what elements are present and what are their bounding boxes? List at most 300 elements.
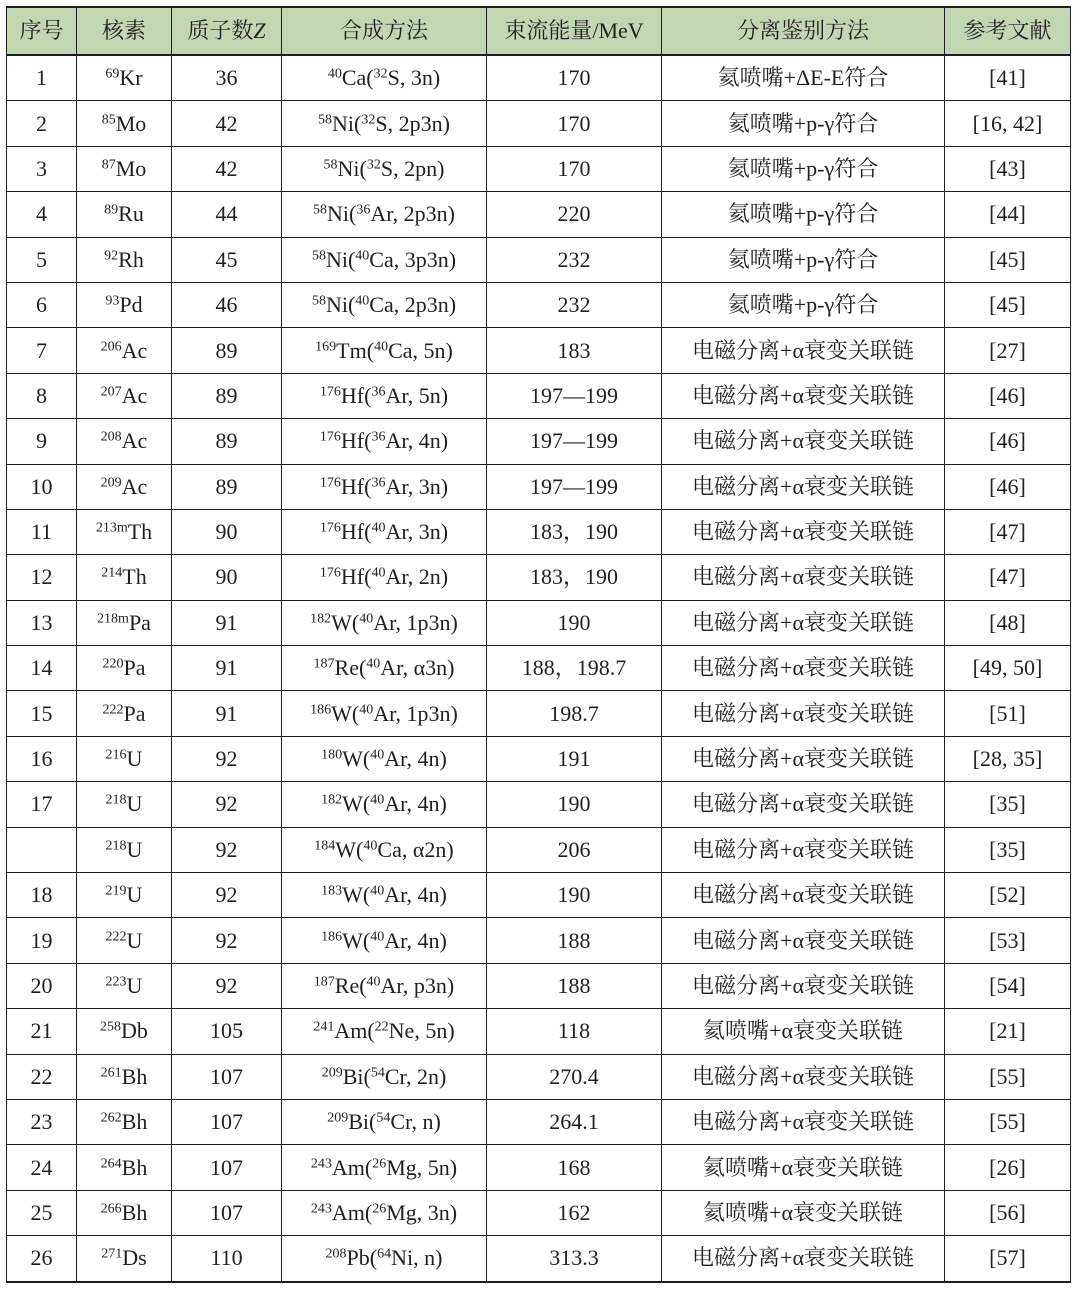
target-element: Re(	[334, 655, 367, 681]
reaction-channel: Ar, 4n)	[384, 791, 447, 817]
cell-index: 10	[7, 464, 77, 509]
cell-proton-number: 110	[172, 1236, 282, 1282]
cell-separation: 电磁分离+α衰变关联链	[662, 646, 945, 691]
cell-method	[282, 373, 487, 418]
nuclide-element: Pd	[119, 292, 143, 318]
target-element: Re(	[334, 973, 367, 998]
cell-energy: 191	[487, 736, 662, 781]
table-row	[7, 1190, 1071, 1235]
cell-separation: 电磁分离+α衰变关联链	[662, 1054, 945, 1099]
cell-proton-number: 89	[172, 328, 282, 373]
target-mass: 209	[321, 1065, 343, 1081]
cell-separation: 氦喷嘴+ΔE-E符合	[662, 55, 945, 101]
cell-energy: 198.7	[487, 691, 662, 736]
projectile-mass: 40	[370, 792, 385, 808]
cell-energy: 190	[487, 600, 662, 645]
cell-proton-number: 105	[172, 1009, 282, 1054]
cell-reference: [56]	[945, 1190, 1071, 1235]
cell-method	[282, 1009, 487, 1054]
cell-proton-number: 107	[172, 1145, 282, 1190]
cell-energy: 183，190	[487, 555, 662, 600]
cell-method	[282, 1054, 487, 1099]
nuclide-synthesis-table	[6, 6, 1071, 1283]
cell-energy: 170	[487, 55, 662, 101]
cell-method	[282, 1145, 487, 1190]
cell-proton-number: 92	[172, 918, 282, 963]
projectile-mass: 40	[359, 611, 374, 627]
cell-energy: 170	[487, 146, 662, 191]
nuclide-mass: 208	[100, 429, 122, 445]
reaction-channel: Mg, 3n)	[386, 1199, 458, 1225]
header-refs: 参考文献	[945, 7, 1071, 55]
cell-index: 19	[7, 918, 77, 963]
target-element: W(	[342, 791, 371, 817]
cell-nuclide	[77, 192, 172, 237]
nuclide-mass: 262	[100, 1110, 122, 1126]
target-element: Tm(	[336, 337, 375, 363]
cell-separation: 氦喷嘴+α衰变关联链	[662, 1009, 945, 1054]
cell-nuclide	[77, 963, 172, 1008]
cell-reference: [35]	[945, 827, 1071, 872]
cell-energy: 270.4	[487, 1054, 662, 1099]
cell-separation: 氦喷嘴+α衰变关联链	[662, 1145, 945, 1190]
nuclide-mass: 261	[100, 1065, 122, 1081]
nuclide-element: U	[126, 973, 143, 998]
nuclide-element: Rh	[118, 246, 144, 272]
cell-nuclide	[77, 1236, 172, 1282]
cell-nuclide	[77, 555, 172, 600]
target-mass: 187	[313, 974, 335, 990]
cell-reference: [55]	[945, 1099, 1071, 1144]
cell-energy: 206	[487, 827, 662, 872]
cell-reference: [47]	[945, 509, 1071, 554]
cell-index: 15	[7, 691, 77, 736]
cell-index: 25	[7, 1190, 77, 1235]
cell-nuclide	[77, 736, 172, 781]
cell-nuclide	[77, 1099, 172, 1144]
table-row	[7, 873, 1071, 918]
cell-nuclide	[77, 873, 172, 918]
cell-index: 17	[7, 782, 77, 827]
cell-index: 14	[7, 646, 77, 691]
target-mass: 186	[310, 701, 332, 717]
cell-nuclide	[77, 282, 172, 327]
cell-energy: 232	[487, 237, 662, 282]
table-row	[7, 827, 1071, 872]
target-mass: 209	[327, 1110, 349, 1126]
cell-separation: 电磁分离+α衰变关联链	[662, 873, 945, 918]
cell-separation: 电磁分离+α衰变关联链	[662, 691, 945, 736]
target-element: W(	[331, 700, 360, 726]
cell-separation: 电磁分离+α衰变关联链	[662, 736, 945, 781]
nuclide-mass: 87	[101, 157, 116, 173]
cell-method	[282, 691, 487, 736]
target-element: Hf(	[340, 519, 372, 545]
cell-method	[282, 782, 487, 827]
nuclide-mass: 218m	[97, 611, 129, 627]
cell-nuclide	[77, 509, 172, 554]
cell-nuclide	[77, 373, 172, 418]
cell-proton-number: 107	[172, 1099, 282, 1144]
projectile-mass: 32	[373, 66, 388, 82]
cell-reference: [55]	[945, 1054, 1071, 1099]
nuclide-mass: 220	[102, 656, 124, 672]
nuclide-element: Th	[127, 519, 153, 545]
cell-method	[282, 237, 487, 282]
cell-method	[282, 192, 487, 237]
cell-index: 26	[7, 1236, 77, 1282]
nuclide-mass: 264	[100, 1155, 122, 1171]
cell-method	[282, 873, 487, 918]
nuclide-element: Ac	[121, 382, 148, 408]
cell-method	[282, 736, 487, 781]
cell-proton-number: 92	[172, 963, 282, 1008]
table-row	[7, 419, 1071, 464]
reaction-channel: Ar, α3n)	[380, 655, 455, 681]
cell-reference: [21]	[945, 1009, 1071, 1054]
cell-energy: 313.3	[487, 1236, 662, 1282]
cell-method	[282, 509, 487, 554]
cell-energy: 232	[487, 282, 662, 327]
cell-separation: 氦喷嘴+p-γ符合	[662, 282, 945, 327]
cell-index: 3	[7, 146, 77, 191]
target-mass: 169	[315, 338, 337, 354]
cell-index	[7, 827, 77, 872]
header-separation: 分离鉴别方法	[662, 7, 945, 55]
cell-energy: 197—199	[487, 419, 662, 464]
cell-reference: [46]	[945, 464, 1071, 509]
cell-proton-number: 89	[172, 419, 282, 464]
cell-proton-number: 92	[172, 782, 282, 827]
target-mass: 182	[321, 792, 343, 808]
table-row	[7, 282, 1071, 327]
reaction-channel: S, 3n)	[387, 65, 441, 91]
projectile-mass: 36	[371, 429, 386, 445]
cell-nuclide	[77, 55, 172, 101]
reaction-channel: Ca, 2p3n)	[369, 292, 457, 318]
reaction-channel: S, 2pn)	[380, 155, 445, 181]
cell-reference: [54]	[945, 963, 1071, 1008]
cell-index: 8	[7, 373, 77, 418]
target-element: W(	[331, 609, 360, 635]
reaction-channel: Cr, n)	[390, 1109, 441, 1135]
reaction-channel: Ar, 4n)	[384, 746, 447, 772]
table-row	[7, 1236, 1071, 1282]
cell-energy: 118	[487, 1009, 662, 1054]
header-nuclide: 核素	[77, 7, 172, 55]
data-table-container	[6, 6, 1070, 1283]
nuclide-mass: 222	[102, 701, 124, 717]
header-row	[7, 7, 1071, 55]
cell-method	[282, 419, 487, 464]
target-mass: 182	[310, 611, 332, 627]
target-mass: 183	[321, 883, 343, 899]
nuclide-element: Ru	[118, 201, 144, 227]
reaction-channel: Ar, 3n)	[385, 473, 449, 499]
target-element: Am(	[334, 1018, 375, 1044]
cell-reference: [41]	[945, 55, 1071, 101]
table-row	[7, 192, 1071, 237]
cell-energy: 188	[487, 963, 662, 1008]
target-element: Ni(	[327, 201, 357, 227]
cell-index: 23	[7, 1099, 77, 1144]
cell-index: 24	[7, 1145, 77, 1190]
cell-separation: 氦喷嘴+p-γ符合	[662, 237, 945, 282]
nuclide-element: Bh	[121, 1199, 148, 1225]
cell-nuclide	[77, 237, 172, 282]
reaction-channel: Cr, 2n)	[384, 1063, 447, 1089]
reaction-channel: S, 2p3n)	[375, 110, 450, 136]
cell-nuclide	[77, 827, 172, 872]
cell-reference: [16, 42]	[945, 101, 1071, 146]
cell-method	[282, 146, 487, 191]
cell-nuclide	[77, 1054, 172, 1099]
table-row	[7, 555, 1071, 600]
target-mass: 176	[319, 429, 341, 445]
cell-separation: 电磁分离+α衰变关联链	[662, 509, 945, 554]
nuclide-element: Th	[122, 564, 147, 590]
target-element: W(	[342, 927, 371, 953]
cell-index: 20	[7, 963, 77, 1008]
cell-reference: [51]	[945, 691, 1071, 736]
projectile-mass: 40	[370, 883, 385, 899]
target-element: Ni(	[325, 246, 356, 272]
target-mass: 208	[325, 1246, 347, 1262]
cell-index: 6	[7, 282, 77, 327]
projectile-mass: 36	[371, 475, 386, 491]
cell-method	[282, 646, 487, 691]
reaction-channel: Ne, 5n)	[388, 1018, 455, 1044]
reaction-channel: Ca, α2n)	[377, 836, 454, 862]
table-row	[7, 1099, 1071, 1144]
projectile-mass: 40	[355, 248, 370, 264]
nuclide-element: Mo	[115, 110, 147, 136]
reaction-channel: Ar, 1p3n)	[373, 609, 458, 635]
cell-nuclide	[77, 646, 172, 691]
target-mass: 243	[310, 1201, 332, 1217]
projectile-mass: 40	[371, 565, 386, 581]
cell-proton-number: 42	[172, 146, 282, 191]
cell-energy: 197—199	[487, 464, 662, 509]
nuclide-mass: 92	[104, 248, 119, 264]
cell-separation: 电磁分离+α衰变关联链	[662, 419, 945, 464]
cell-reference: [49, 50]	[945, 646, 1071, 691]
cell-energy: 183	[487, 328, 662, 373]
nuclide-element: Bh	[121, 1063, 148, 1089]
cell-nuclide	[77, 1190, 172, 1235]
nuclide-mass: 214	[101, 565, 123, 581]
cell-separation: 电磁分离+α衰变关联链	[662, 1099, 945, 1144]
cell-method	[282, 282, 487, 327]
table-row	[7, 646, 1071, 691]
table-row	[7, 509, 1071, 554]
projectile-mass: 26	[372, 1201, 387, 1217]
cell-method	[282, 328, 487, 373]
nuclide-mass: 218	[105, 792, 127, 808]
table-row	[7, 1145, 1071, 1190]
cell-reference: [47]	[945, 555, 1071, 600]
cell-energy: 197—199	[487, 373, 662, 418]
header-proton-symbol: Z	[253, 18, 266, 43]
table-row	[7, 237, 1071, 282]
cell-method	[282, 963, 487, 1008]
projectile-mass: 32	[361, 111, 376, 127]
nuclide-mass: 93	[105, 293, 120, 309]
projectile-mass: 64	[377, 1246, 392, 1262]
projectile-mass: 40	[370, 747, 385, 763]
target-element: Hf(	[340, 428, 372, 454]
nuclide-element: Ac	[121, 428, 148, 454]
target-mass: 180	[321, 747, 343, 763]
cell-separation: 电磁分离+α衰变关联链	[662, 782, 945, 827]
cell-proton-number: 92	[172, 873, 282, 918]
cell-nuclide	[77, 691, 172, 736]
target-mass: 58	[323, 157, 338, 173]
nuclide-mass: 209	[100, 475, 122, 491]
target-element: Ni(	[325, 292, 356, 318]
table-row	[7, 464, 1071, 509]
cell-method	[282, 600, 487, 645]
cell-proton-number: 92	[172, 736, 282, 781]
target-element: W(	[342, 746, 371, 772]
cell-reference: [46]	[945, 419, 1071, 464]
table-row	[7, 1009, 1071, 1054]
cell-nuclide	[77, 146, 172, 191]
cell-nuclide	[77, 328, 172, 373]
reaction-channel: Ar, p3n)	[380, 973, 455, 998]
nuclide-element: U	[126, 791, 143, 817]
target-element: Pb(	[346, 1245, 378, 1271]
target-mass: 241	[313, 1019, 335, 1035]
target-mass: 176	[319, 565, 341, 581]
table-row	[7, 691, 1071, 736]
header-energy: 束流能量/MeV	[487, 7, 662, 55]
nuclide-element: U	[126, 746, 143, 772]
cell-proton-number: 91	[172, 600, 282, 645]
nuclide-element: Ds	[122, 1245, 147, 1271]
nuclide-element: Pa	[128, 609, 151, 635]
cell-energy: 188，198.7	[487, 646, 662, 691]
cell-separation: 电磁分离+α衰变关联链	[662, 827, 945, 872]
cell-proton-number: 90	[172, 509, 282, 554]
nuclide-element: Ac	[121, 473, 148, 499]
target-element: W(	[335, 836, 364, 862]
nuclide-element: Ac	[121, 337, 148, 363]
cell-separation: 电磁分离+α衰变关联链	[662, 555, 945, 600]
cell-proton-number: 89	[172, 373, 282, 418]
cell-proton-number: 91	[172, 691, 282, 736]
projectile-mass: 22	[374, 1019, 389, 1035]
cell-proton-number: 46	[172, 282, 282, 327]
cell-energy: 188	[487, 918, 662, 963]
cell-reference: [35]	[945, 782, 1071, 827]
reaction-channel: Ca, 3p3n)	[369, 246, 457, 272]
cell-index: 21	[7, 1009, 77, 1054]
nuclide-element: Kr	[119, 65, 143, 91]
target-mass: 176	[319, 384, 341, 400]
cell-index: 18	[7, 873, 77, 918]
cell-energy: 170	[487, 101, 662, 146]
cell-index: 22	[7, 1054, 77, 1099]
reaction-channel: Ar, 4n)	[385, 428, 449, 454]
cell-index: 7	[7, 328, 77, 373]
table-row	[7, 918, 1071, 963]
reaction-channel: Ar, 4n)	[384, 927, 447, 953]
target-mass: 187	[313, 656, 335, 672]
cell-index: 4	[7, 192, 77, 237]
projectile-mass: 26	[372, 1155, 387, 1171]
reaction-channel: Ar, 5n)	[385, 382, 449, 408]
target-mass: 58	[318, 111, 333, 127]
projectile-mass: 40	[363, 838, 378, 854]
projectile-mass: 40	[374, 338, 389, 354]
nuclide-mass: 89	[104, 202, 119, 218]
cell-nuclide	[77, 918, 172, 963]
projectile-mass: 54	[370, 1065, 385, 1081]
cell-index: 12	[7, 555, 77, 600]
nuclide-element: U	[126, 927, 143, 953]
cell-separation: 氦喷嘴+p-γ符合	[662, 101, 945, 146]
header-proton-label: 质子数	[187, 18, 254, 43]
cell-reference: [48]	[945, 600, 1071, 645]
nuclide-mass: 213m	[95, 520, 128, 536]
nuclide-element: Bh	[121, 1154, 148, 1180]
target-element: Am(	[331, 1199, 373, 1225]
target-element: Ni(	[337, 155, 367, 181]
cell-separation: 电磁分离+α衰变关联链	[662, 1236, 945, 1282]
nuclide-mass: 223	[105, 974, 127, 990]
target-element: Bi(	[342, 1063, 371, 1089]
cell-energy: 190	[487, 873, 662, 918]
cell-reference: [44]	[945, 192, 1071, 237]
cell-energy: 190	[487, 782, 662, 827]
target-element: Am(	[331, 1154, 373, 1180]
cell-proton-number: 92	[172, 827, 282, 872]
table-row	[7, 600, 1071, 645]
nuclide-element: Pa	[123, 655, 146, 681]
cell-proton-number: 90	[172, 555, 282, 600]
target-mass: 176	[319, 475, 341, 491]
projectile-mass: 40	[366, 974, 381, 990]
target-mass: 184	[314, 838, 336, 854]
nuclide-mass: 271	[101, 1246, 123, 1262]
cell-reference: [43]	[945, 146, 1071, 191]
cell-reference: [28, 35]	[945, 736, 1071, 781]
reaction-channel: Ar, 2p3n)	[370, 201, 455, 227]
target-mass: 40	[327, 66, 342, 82]
projectile-mass: 32	[366, 157, 381, 173]
table-row	[7, 1054, 1071, 1099]
nuclide-mass: 218	[105, 838, 127, 854]
nuclide-mass: 216	[105, 747, 127, 763]
cell-reference: [53]	[945, 918, 1071, 963]
header-proton-number	[172, 7, 282, 55]
nuclide-mass: 207	[100, 384, 122, 400]
projectile-mass: 36	[371, 384, 386, 400]
nuclide-mass: 258	[100, 1019, 122, 1035]
reaction-channel: Ar, 1p3n)	[373, 700, 458, 726]
cell-energy: 162	[487, 1190, 662, 1235]
projectile-mass: 54	[376, 1110, 391, 1126]
cell-nuclide	[77, 1145, 172, 1190]
projectile-mass: 40	[355, 293, 370, 309]
cell-reference: [46]	[945, 373, 1071, 418]
cell-method	[282, 55, 487, 101]
target-mass: 58	[311, 248, 326, 264]
target-mass: 176	[319, 520, 341, 536]
cell-reference: [27]	[945, 328, 1071, 373]
cell-separation: 氦喷嘴+α衰变关联链	[662, 1190, 945, 1235]
